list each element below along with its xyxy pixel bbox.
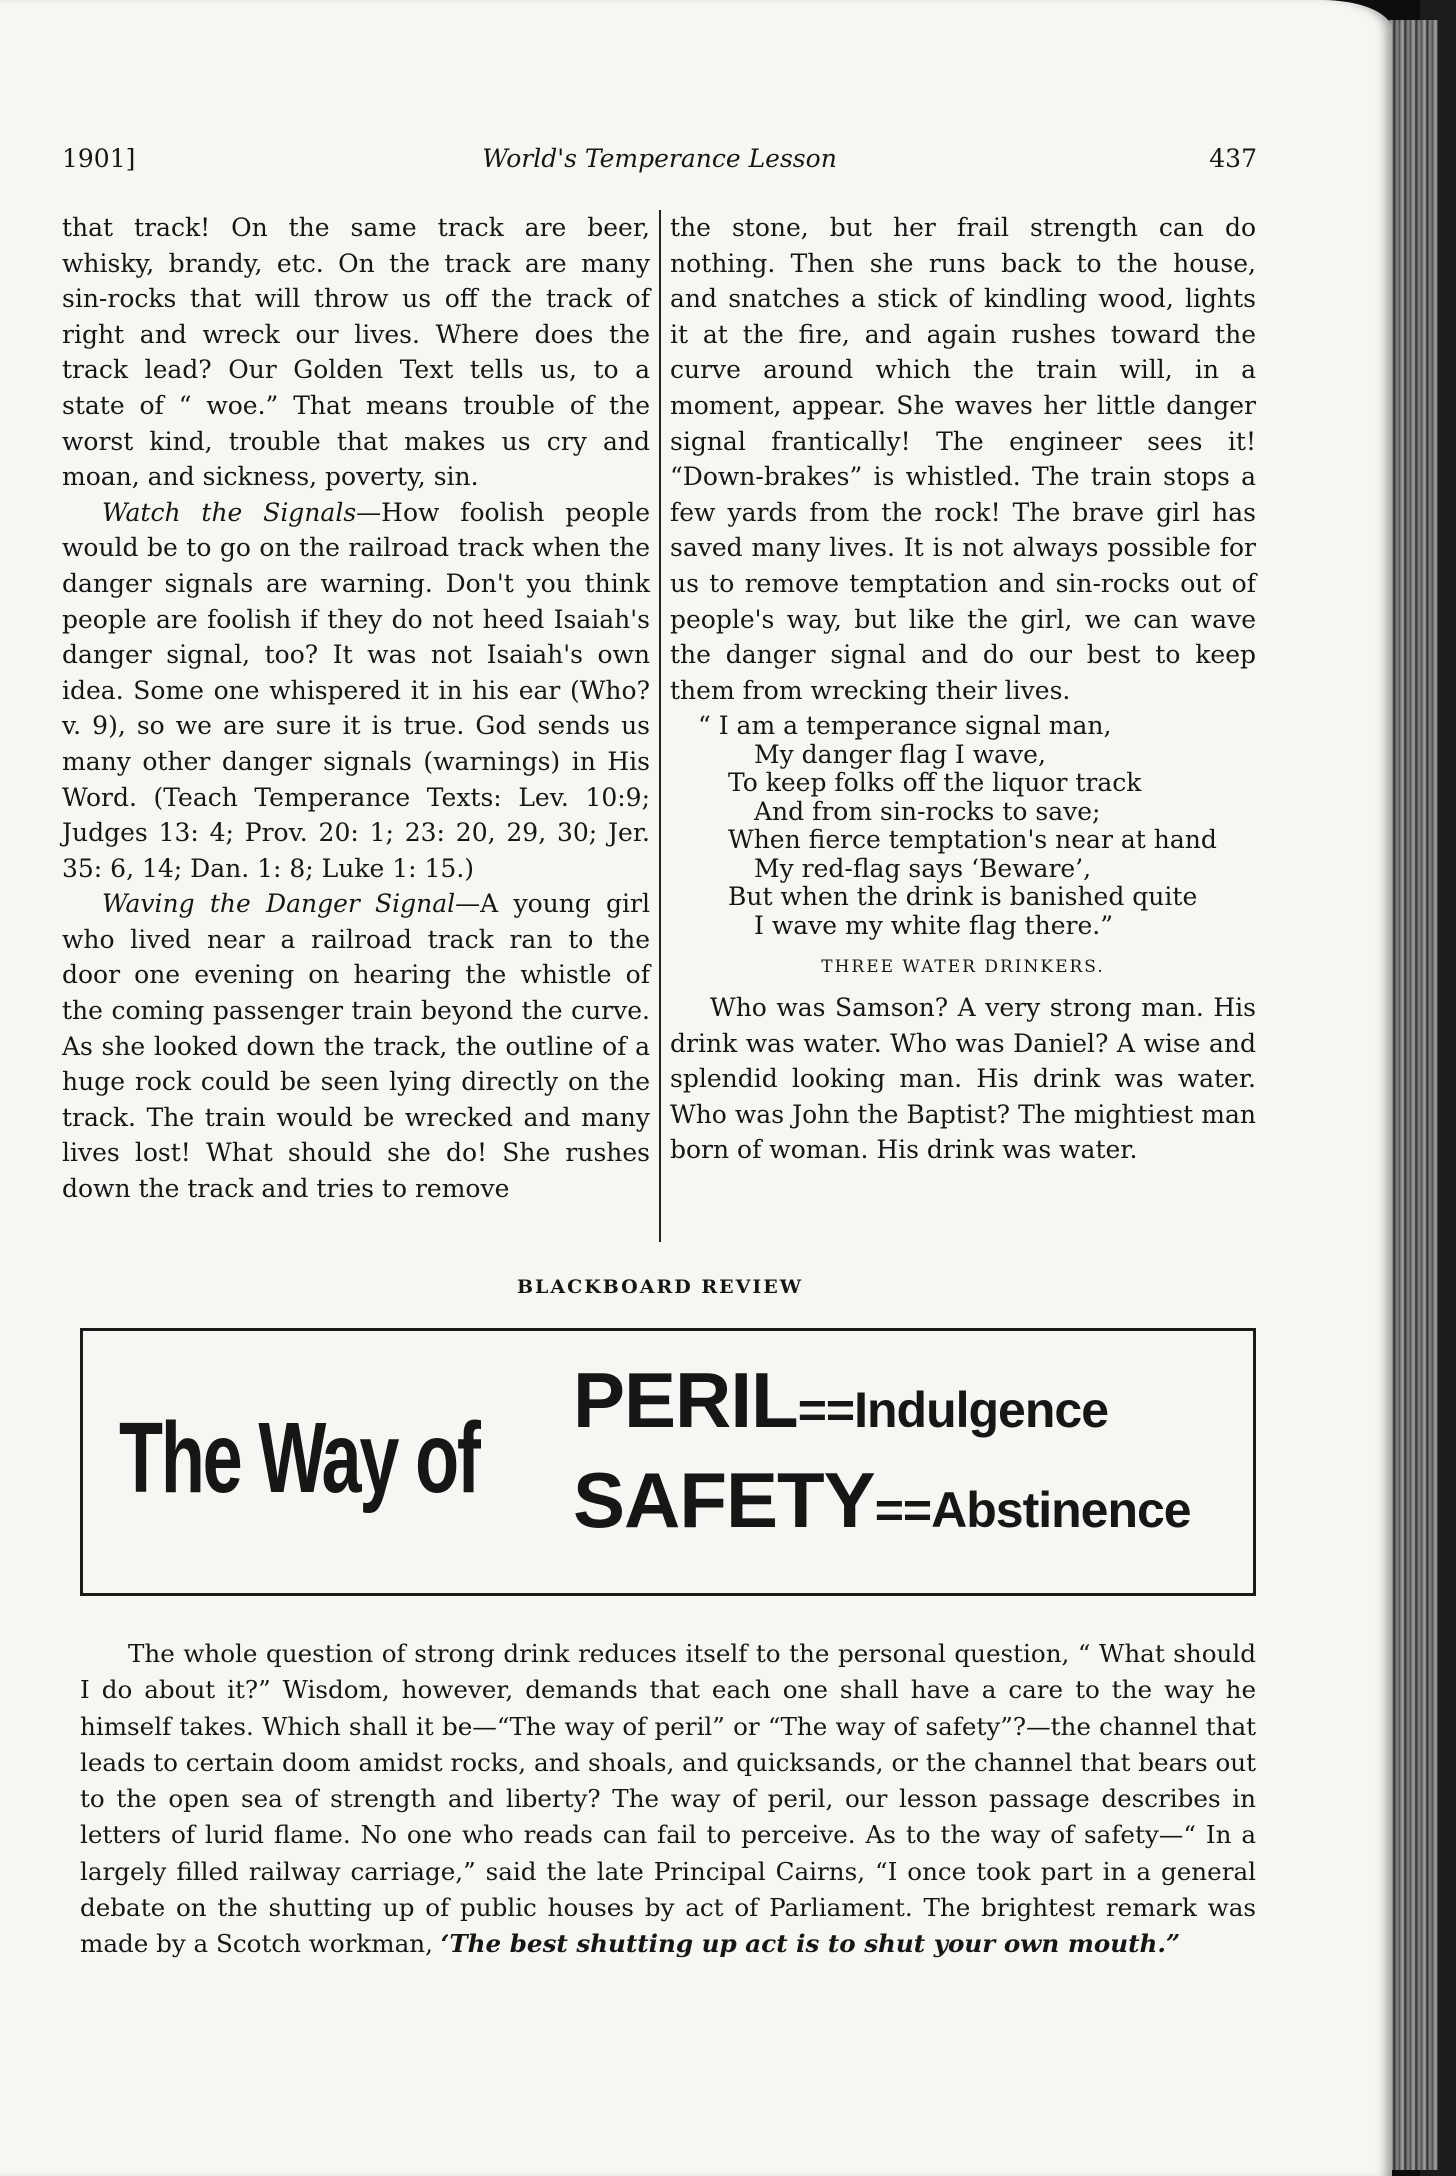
poem-line: And from sin-rocks to save;	[754, 796, 1101, 826]
poem-line: My red-flag says ‘Beware’,	[754, 853, 1092, 883]
blackboard-peril: PERIL	[573, 1356, 798, 1444]
blackboard-way-of: The Way of	[119, 1402, 479, 1514]
closing-quote: ‘The best shutting up act is to shut your own mouth.”	[440, 1929, 1181, 1959]
poem-line: When fierce temptation's near at hand	[728, 825, 1217, 855]
blackboard-indulgence: Indulgence	[854, 1382, 1109, 1438]
left-para-2	[62, 495, 650, 887]
closing-text	[80, 1636, 1256, 1963]
poem-line: But when the drink is banished quite	[728, 882, 1198, 912]
blackboard-safety-line	[573, 1455, 1191, 1546]
right-para-1: the stone, but her frail strength can do nothing. Then she runs back to the house, and snatches a stick of kindling wood, lights it at the fire, and again rushes toward the curve around which the train will, in a moment, appear. She waves her little danger signal frantically! The engineer sees it! “Down-brakes” is whistled. The train stops a few yards from the rock! The brave girl has saved many lives. It is not always possible for us to remove temptation and sin-rocks out of people's way, but like the girl, we can wave the danger signal and do our best to keep them from wrecking their lives.	[670, 213, 1256, 705]
page-number: 437	[1209, 144, 1257, 173]
running-head	[62, 144, 1257, 178]
blackboard-peril-line	[573, 1355, 1108, 1446]
left-para-2-lead: Watch the Signals	[102, 497, 357, 527]
left-para-3	[62, 886, 650, 1206]
header-title: World's Temperance Lesson	[482, 144, 837, 173]
closing-body: The whole question of strong drink reduces itself to the personal question, “ What should I do about it?” Wisdom, however, demands that each one shall have a care to the way he himself takes. Which shall it be—“The way of peril” or “The way of safety”?—the channel that leads to certain doom amidst rocks, and shoals, and quicksands, or the channel that bears out to the open sea of strength and liberty? The way of peril, our lesson passage describes in letters of lurid flame. No one who reads can fail to perceive. As to the way of safety—“ In a largely filled railway carriage,” said the late Principal Cairns, “I once took part in a general debate on the shutting up of public houses by act of Parliament. The brightest remark was made by a Scotch workman,	[80, 1639, 1256, 1959]
blackboard-safety: SAFETY	[573, 1456, 875, 1544]
left-column	[62, 210, 650, 1207]
left-para-1: that track! On the same track are beer, whisky, brandy, etc. On the track are many sin-rocks that will throw us off the track of right and wreck our lives. Where does the track lead? Our Golden Text tells us, to a state of “ woe.” That means trouble of the worst kind, trouble that makes us cry and moan, and sickness, poverty, sin.	[62, 213, 650, 492]
blackboard-safety-sep: ==	[874, 1482, 932, 1538]
blackboard-abstinence: Abstinence	[931, 1482, 1191, 1538]
subheading-water-drinkers: THREE WATER DRINKERS.	[821, 957, 1105, 978]
poem-line: “ I am a temperance signal man,	[698, 711, 1112, 741]
left-para-2-body: —How foolish people would be to go on the railroad track when the danger signals are warning. Don't you think people are foolish if they do not heed Isaiah's danger signal, too? It was not Isaiah's own idea. Some one whispered it in his ear (Who? v. 9), so we are sure it is true. God sends us many other danger signals (warnings) in His Word. (Teach Temperance Texts: Lev. 10:9; Judges 13: 4; Prov. 20: 1; 23: 20, 29, 30; Jer. 35: 6, 14; Dan. 1: 8; Luke 1: 15.)	[62, 497, 650, 883]
right-column	[670, 210, 1256, 1168]
blackboard-review-title: BLACKBOARD REVIEW	[516, 1276, 804, 1298]
blackboard-box	[80, 1328, 1256, 1596]
right-para-2: Who was Samson? A very strong man. His drink was water. Who was Daniel? A wise and splendid looking man. His drink was water. Who was John the Baptist? The mightiest man born of woman. His drink was water.	[670, 992, 1256, 1165]
blackboard-peril-sep: ==	[797, 1382, 855, 1438]
column-divider	[659, 210, 661, 1242]
poem-line: I wave my white flag there.”	[754, 910, 1113, 940]
poem-line: To keep folks off the liquor track	[728, 768, 1142, 798]
left-para-3-lead: Waving the Danger Signal	[102, 889, 456, 919]
closing-paragraph	[80, 1636, 1256, 1963]
poem	[670, 712, 1256, 940]
poem-line: My danger flag I wave,	[754, 739, 1046, 769]
left-para-3-body: —A young girl who lived near a railroad track ran to the door one evening on hearing the whistle of the coming passenger train beyond the curve. As she looked down the track, the outline of a huge rock could be seen lying directly on the track. The train would be wrecked and many lives lost! What should she do! She rushes down the track and tries to remove	[62, 889, 650, 1204]
header-year: 1901]	[62, 144, 136, 173]
